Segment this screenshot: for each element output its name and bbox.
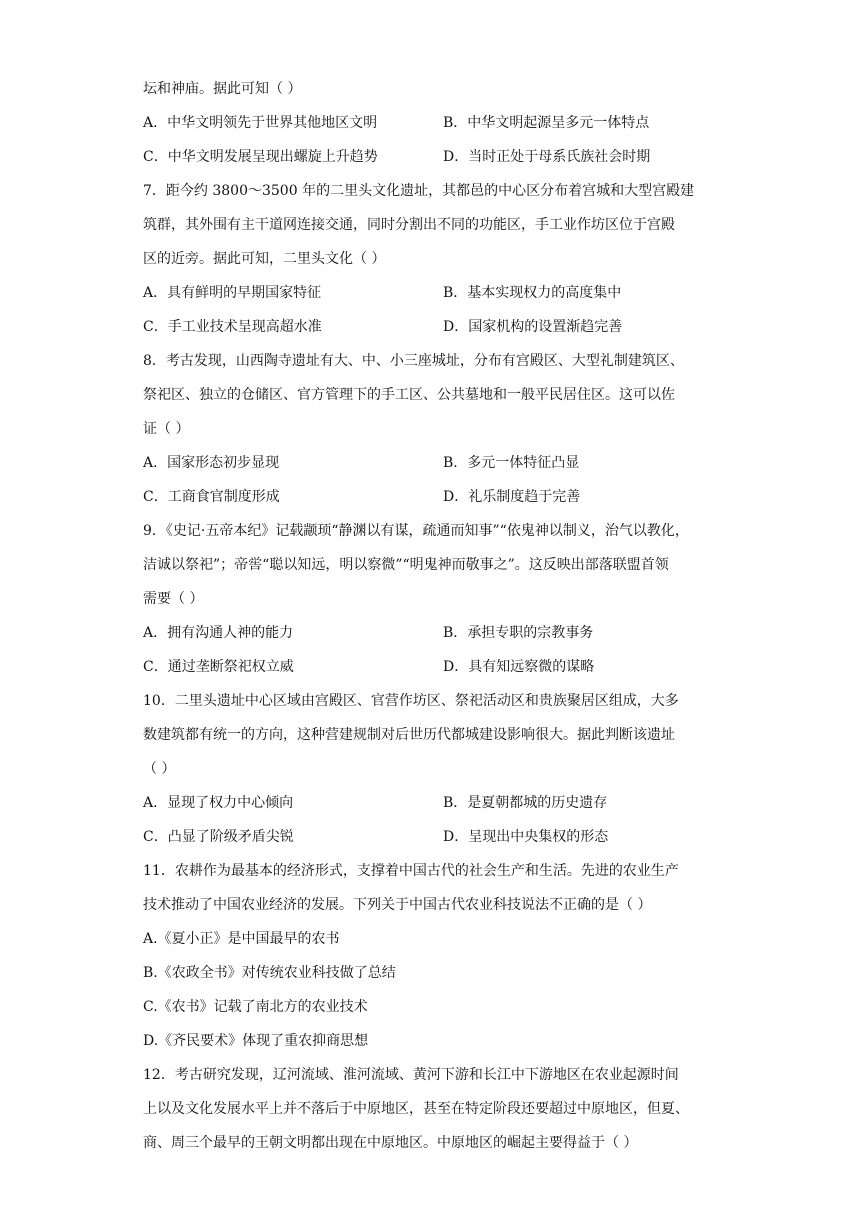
question-10-stem-line: 10．二里头遗址中心区域由宫殿区、官营作坊区、祭祀活动区和贵族聚居区组成，大多 (143, 693, 679, 709)
question-9-stem-line: 需要（ ） (143, 591, 204, 607)
question-10-options-row-2 (143, 820, 723, 854)
question-10-option-d[interactable]: D．呈现出中央集权的形态 (443, 829, 609, 845)
question-7-options-row-1 (143, 276, 723, 310)
question-7-option-d[interactable]: D．国家机构的设置渐趋完善 (443, 319, 623, 335)
question-8-options-row-1 (143, 446, 723, 480)
question-11-option-b[interactable]: B.《农政全书》对传统农业科技做了总结 (143, 965, 396, 981)
question-6-options-row-1 (143, 106, 723, 140)
question-8-stem-line: 证（ ） (143, 421, 190, 437)
question-8-stem-line: 祭祀区、独立的仓储区、官方管理下的手工区、公共墓地和一般平民居住区。这可以佐 (143, 387, 675, 403)
question-11-stem-line: 11．农耕作为最基本的经济形式，支撑着中国古代的社会生产和生活。先进的农业生产 (143, 863, 679, 879)
question-9-options-row-1 (143, 616, 723, 650)
question-11-stem-line: 技术推动了中国农业经济的发展。下列关于中国古代农业科技说法不正确的是（ ） (143, 897, 652, 913)
question-9-stem-line: 9．《史记·五帝本纪》记载颛顼“静渊以有谋，疏通而知事”“依鬼神以制义，治气以教化， (143, 523, 689, 539)
question-10-option-a[interactable]: A．显现了权力中心倾向 (143, 795, 294, 811)
question-9-stem-line: 洁诚以祭祀”；帝喾“聪以知远，明以察微”“明鬼神而敬事之”。这反映出部落联盟首领 (143, 557, 669, 573)
question-12-stem-line: 上以及文化发展水平上并不落后于中原地区，甚至在特定阶段还要超过中原地区，但夏、 (143, 1101, 689, 1117)
question-9-option-c[interactable]: C．通过垄断祭祀权立威 (143, 659, 294, 675)
question-11-option-d[interactable]: D.《齐民要术》体现了重农抑商思想 (143, 1033, 369, 1049)
question-7-options-row-2 (143, 310, 723, 344)
question-12-stem-line: 12．考古研究发现，辽河流域、淮河流域、黄河下游和长江中下游地区在农业起源时间 (143, 1067, 679, 1083)
question-9-options-row-2 (143, 650, 723, 684)
question-7-option-b[interactable]: B．基本实现权力的高度集中 (443, 285, 622, 301)
question-6-stem: 坛和神庙。据此可知（ ） (143, 81, 302, 97)
question-6-option-a[interactable]: A．中华文明领先于世界其他地区文明 (143, 115, 378, 131)
question-8-option-c[interactable]: C．工商食官制度形成 (143, 489, 280, 505)
question-10-option-b[interactable]: B．是夏朝都城的历史遗存 (443, 795, 608, 811)
question-11-option-c[interactable]: C.《农书》记载了南北方的农业技术 (143, 999, 368, 1015)
question-8-option-b[interactable]: B．多元一体特征凸显 (443, 455, 580, 471)
question-9-option-d[interactable]: D．具有知远察微的谋略 (443, 659, 595, 675)
question-8-option-d[interactable]: D．礼乐制度趋于完善 (443, 489, 581, 505)
question-7-option-a[interactable]: A．具有鲜明的早期国家特征 (143, 285, 322, 301)
question-9-option-b[interactable]: B．承担专职的宗教事务 (443, 625, 594, 641)
question-7-option-c[interactable]: C．手工业技术呈现高超水准 (143, 319, 322, 335)
question-10-stem-line: （ ） (143, 761, 176, 777)
question-10-options-row-1 (143, 786, 723, 820)
question-10-option-c[interactable]: C．凸显了阶级矛盾尖锐 (143, 829, 294, 845)
question-8-options-row-2 (143, 480, 723, 514)
question-8-stem-line: 8．考古发现，山西陶寺遗址有大、中、小三座城址，分布有宫殿区、大型礼制建筑区、 (143, 353, 684, 369)
question-7-stem-line: 区的近旁。据此可知，二里头文化（ ） (143, 251, 386, 267)
question-7-stem-line: 筑群，其外围有主干道网连接交通，同时分割出不同的功能区，手工业作坊区位于宫殿 (143, 217, 675, 233)
question-6-option-d[interactable]: D．当时正处于母系氏族社会时期 (443, 149, 651, 165)
question-7-stem-line: 7．距今约 3800～3500 年的二里头文化遗址，其都邑的中心区分布着宫城和大型宫殿建 (143, 183, 695, 199)
question-list (143, 72, 723, 1160)
question-6-option-c[interactable]: C．中华文明发展呈现出螺旋上升趋势 (143, 149, 378, 165)
question-9-option-a[interactable]: A．拥有沟通人神的能力 (143, 625, 294, 641)
question-12-stem-line: 商、周三个最早的王朝文明都出现在中原地区。中原地区的崛起主要得益于（ ） (143, 1135, 638, 1151)
question-10-stem-line: 数建筑都有统一的方向，这种营建规制对后世历代都城建设影响很大。据此判断该遗址 (143, 727, 675, 743)
question-6-option-b[interactable]: B．中华文明起源呈多元一体特点 (443, 115, 650, 131)
question-8-option-a[interactable]: A．国家形态初步显现 (143, 455, 280, 471)
question-6-options-row-2 (143, 140, 723, 174)
question-11-option-a[interactable]: A.《夏小正》是中国最早的农书 (143, 931, 340, 947)
